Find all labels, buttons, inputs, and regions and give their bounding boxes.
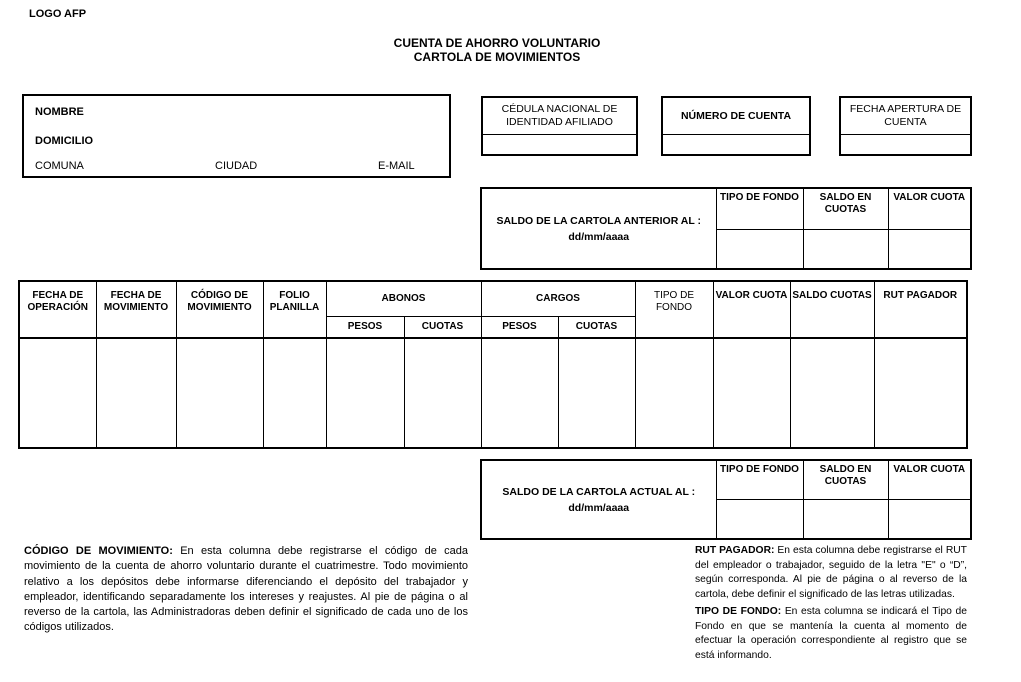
afp-logo-text: LOGO AFP (29, 8, 87, 20)
saldo-actual-tipo-fondo-field[interactable] (716, 499, 803, 539)
movements-table (18, 280, 968, 449)
col-header-rut-pagador: RUT PAGADOR (874, 281, 967, 338)
saldo-anterior-tipo-fondo-header: TIPO DE FONDO (716, 188, 803, 229)
saldo-actual-tipo-fondo-header: TIPO DE FONDO (716, 460, 803, 499)
numero-cuenta-label: NÚMERO DE CUENTA (663, 98, 809, 135)
numero-cuenta-value-field[interactable] (663, 135, 809, 154)
saldo-anterior-label-cell (481, 188, 716, 269)
body-cell-rut-pagador[interactable] (874, 338, 967, 448)
body-cell-valor-cuota[interactable] (713, 338, 790, 448)
col-header-cargos-pesos: PESOS (481, 316, 558, 338)
saldo-anterior-saldo-cuotas-header: SALDO EN CUOTAS (803, 188, 888, 229)
col-header-fecha-operacion: FECHA DE OPERACIÓN (19, 281, 96, 338)
cedula-identidad-value-field[interactable] (483, 135, 636, 154)
saldo-anterior-saldo-cuotas-field[interactable] (803, 229, 888, 269)
form-title (310, 36, 684, 64)
fecha-apertura-label: FECHA APERTURA DE CUENTA (841, 98, 970, 135)
city-label: CIUDAD (215, 160, 258, 172)
saldo-actual-date-placeholder: dd/mm/aaaa (568, 501, 630, 514)
footnote-right-column (695, 544, 967, 666)
affiliate-info-box (22, 94, 451, 178)
col-header-saldo-cuotas: SALDO CUOTAS (790, 281, 874, 338)
body-cell-cargos-pesos[interactable] (481, 338, 558, 448)
form-title-line1: CUENTA DE AHORRO VOLUNTARIO (393, 36, 601, 50)
saldo-actual-table (480, 459, 972, 540)
col-header-abonos-cuotas: CUOTAS (404, 316, 481, 338)
footnote-codigo-movimiento-term: CÓDIGO DE MOVIMIENTO: (24, 545, 173, 557)
col-group-abonos: ABONOS (326, 281, 481, 316)
body-cell-codigo-movimiento[interactable] (176, 338, 263, 448)
cedula-identidad-label: CÉDULA NACIONAL DE IDENTIDAD AFILIADO (483, 98, 636, 135)
body-cell-tipo-fondo[interactable] (635, 338, 713, 448)
saldo-anterior-valor-cuota-field[interactable] (888, 229, 971, 269)
saldo-actual-valor-cuota-field[interactable] (888, 499, 971, 539)
col-group-cargos: CARGOS (481, 281, 635, 316)
saldo-anterior-table (480, 187, 972, 270)
footnote-rut-pagador (695, 544, 967, 602)
body-cell-fecha-operacion[interactable] (19, 338, 96, 448)
body-cell-abonos-cuotas[interactable] (404, 338, 481, 448)
saldo-anterior-valor-cuota-header: VALOR CUOTA (888, 188, 971, 229)
col-header-codigo-movimiento: CÓDIGO DE MOVIMIENTO (176, 281, 263, 338)
fecha-apertura-value-field[interactable] (841, 135, 970, 154)
footnote-tipo-fondo-term: TIPO DE FONDO: (695, 606, 782, 617)
col-header-abonos-pesos: PESOS (326, 316, 404, 338)
body-cell-folio-planilla[interactable] (263, 338, 326, 448)
footnote-codigo-movimiento (24, 544, 468, 636)
footnote-codigo-movimiento-text: En esta columna debe registrarse el código de cada movimiento de la cuenta de ahorro voluntario durante el cuatrimestre. Todo movimiento relativo a los depósitos debe informarse diferenciando el depósito del trabajador y empleador, identificando separadamente los intereses y reajustes. Al pie de página o al reverso de la cartola, las Administradoras deben definir el significado de cada uno de los códigos utilizados. (24, 545, 468, 634)
col-header-tipo-fondo: TIPO DE FONDO (635, 281, 713, 338)
saldo-actual-label: SALDO DE LA CARTOLA ACTUAL AL : (502, 485, 696, 498)
col-header-folio-planilla: FOLIO PLANILLA (263, 281, 326, 338)
saldo-anterior-label: SALDO DE LA CARTOLA ANTERIOR AL : (496, 214, 702, 227)
saldo-actual-saldo-cuotas-header: SALDO EN CUOTAS (803, 460, 888, 499)
body-cell-fecha-movimiento[interactable] (96, 338, 176, 448)
body-cell-abonos-pesos[interactable] (326, 338, 404, 448)
saldo-anterior-tipo-fondo-field[interactable] (716, 229, 803, 269)
saldo-anterior-date-placeholder: dd/mm/aaaa (568, 230, 630, 243)
form-title-line2: CARTOLA DE MOVIMIENTOS (413, 50, 581, 64)
cedula-identidad-box (481, 96, 638, 156)
footnote-tipo-fondo-text: En esta columna se indicará el Tipo de Fondo en que se mantenía la cuenta al momento de efectuar la operación correspondiente al registro que se está informando. (695, 606, 967, 661)
email-label: E-MAIL (378, 160, 415, 172)
col-header-fecha-movimiento: FECHA DE MOVIMIENTO (96, 281, 176, 338)
body-cell-saldo-cuotas[interactable] (790, 338, 874, 448)
footnote-rut-pagador-term: RUT PAGADOR: (695, 545, 775, 556)
fecha-apertura-box (839, 96, 972, 156)
saldo-actual-saldo-cuotas-field[interactable] (803, 499, 888, 539)
footnote-tipo-fondo (695, 605, 967, 663)
numero-cuenta-box (661, 96, 811, 156)
saldo-actual-label-cell (481, 460, 716, 539)
footnote-rut-pagador-text: En esta columna debe registrarse el RUT del empleador o trabajador, seguido de la letra "E" o “D”, según corresponda. Al pie de página o al reverso de la cartola, debe definir el significado de las letras utilizadas. (695, 545, 967, 600)
address-label: DOMICILIO (35, 135, 94, 147)
comuna-label: COMUNA (35, 160, 84, 172)
body-cell-cargos-cuotas[interactable] (558, 338, 635, 448)
col-header-valor-cuota: VALOR CUOTA (713, 281, 790, 338)
saldo-actual-valor-cuota-header: VALOR CUOTA (888, 460, 971, 499)
name-label: NOMBRE (35, 106, 84, 118)
col-header-cargos-cuotas: CUOTAS (558, 316, 635, 338)
